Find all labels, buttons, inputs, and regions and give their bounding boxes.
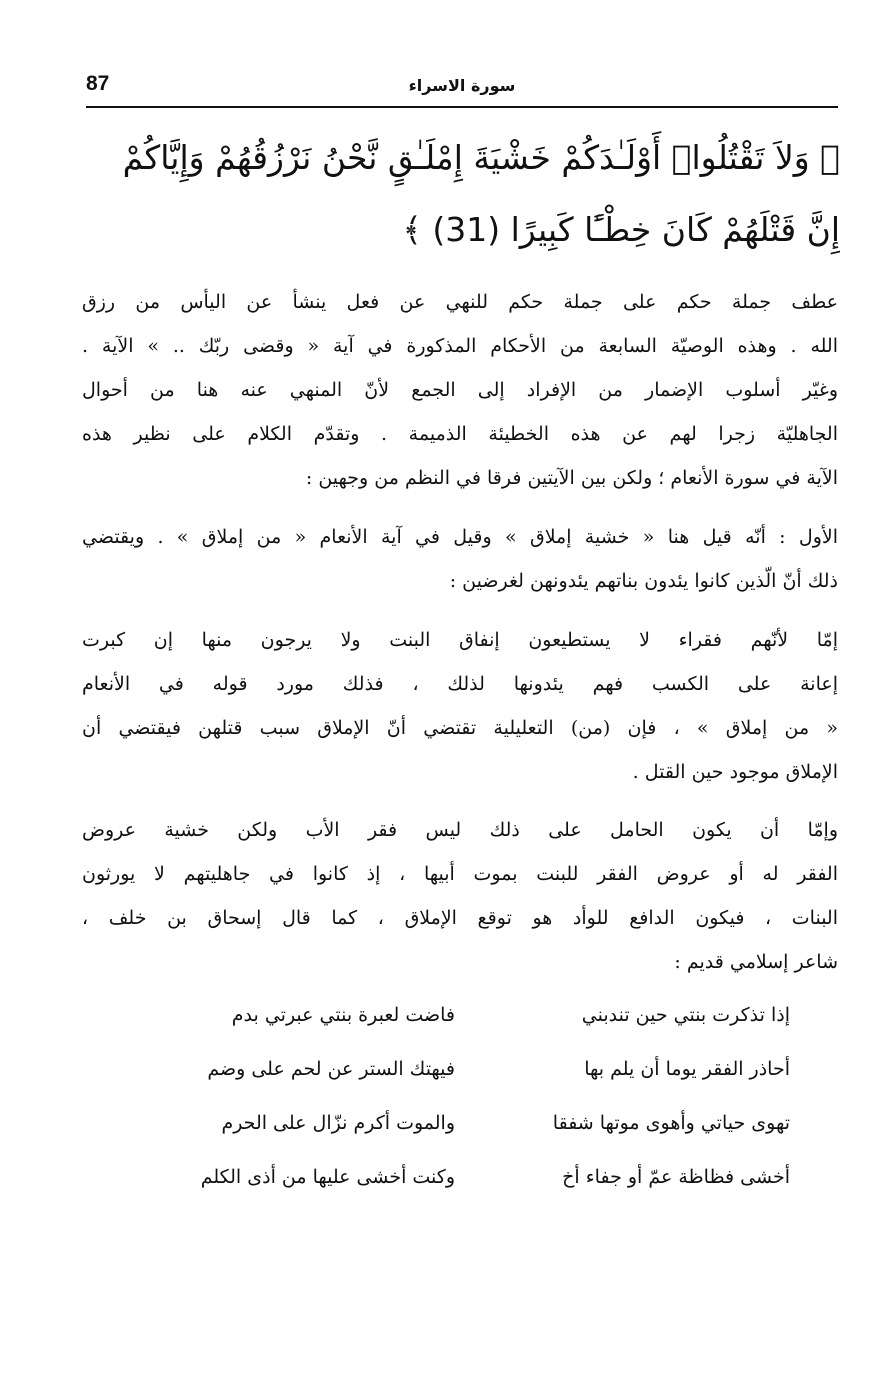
text-line: الجاهليّة زجرا لهم عن هذه الخطيئة الذميمة . وتقدّم الكلام على نظير هذه xyxy=(82,423,838,445)
poem-verse xyxy=(120,988,790,1042)
commentary-paragraph xyxy=(82,808,838,984)
quran-verse xyxy=(78,122,840,266)
verse-line: ﴿ وَلاَ تَقْتُلُوا۟ أَوْلَـٰدَكُمْ خَشْيَةَ إِمْلَـٰقٍ نَّحْنُ نَرْزُقُهُمْ وَإِيَّاكُمْ xyxy=(122,138,840,177)
text-line: الإملاق موجود حين القتل . xyxy=(632,761,838,783)
text-line: شاعر إسلامي قديم : xyxy=(674,951,838,973)
text-line: عطف جملة حكم على جملة حكم للنهي عن فعل ينشأ عن اليأس من رزق xyxy=(82,291,838,313)
text-line: « من إملاق » ، فإن (من) التعليلية تقتضي أنّ الإملاق سبب قتلهن فيقتضي أن xyxy=(82,717,838,739)
commentary-paragraph xyxy=(82,618,838,794)
page-number: 87 xyxy=(86,72,110,95)
commentary-paragraph xyxy=(82,280,838,500)
poem-first-hemistich: أحاذر الفقر يوما أن يلم بها xyxy=(584,1058,790,1080)
text-line: وإمّا أن يكون الحامل على ذلك ليس فقر الأب ولكن خشية عروض xyxy=(82,819,838,841)
text-line: وغيّر أسلوب الإضمار من الإفراد إلى الجمع لأنّ المنهي عنه هنا من أحوال xyxy=(82,379,838,401)
poem-first-hemistich: تهوى حياتي وأهوى موتها شفقا xyxy=(552,1112,790,1134)
poem-verse xyxy=(120,1042,790,1096)
verse-line: إِنَّ قَتْلَهُمْ كَانَ خِطْـًٔا كَبِيرًا (31) ﴾ xyxy=(402,210,840,249)
text-line: البنات ، فيكون الدافع للوأد هو توقع الإملاق ، كما قال إسحاق بن خلف ، xyxy=(82,907,838,929)
text-line: إعانة على الكسب فهم يئدونها لذلك ، فذلك مورد قوله في الأنعام xyxy=(82,673,838,695)
poem-verse xyxy=(120,1150,790,1204)
poem-second-hemistich: فيهتك الستر عن لحم على وضم xyxy=(207,1058,455,1080)
text-line: إمّا لأنّهم فقراء لا يستطيعون إنفاق البنت ولا يرجون منها إن كبرت xyxy=(82,629,838,651)
poem-verse xyxy=(120,1096,790,1150)
text-line: الآية في سورة الأنعام ؛ ولكن بين الآيتين فرقا في النظم من وجهين : xyxy=(305,467,838,489)
poem-second-hemistich: والموت أكرم نزّال على الحرم xyxy=(221,1112,455,1134)
text-line: الله . وهذه الوصيّة السابعة من الأحكام المذكورة في آية « وقضى ربّك .. » الآية . xyxy=(82,335,838,357)
poem-second-hemistich: وكنت أخشى عليها من أذى الكلم xyxy=(200,1166,455,1188)
commentary-paragraph xyxy=(82,515,838,603)
poem-first-hemistich: أخشى فظاظة عمّ أو جفاء أخ xyxy=(562,1166,790,1188)
poem-first-hemistich: إذا تذكرت بنتي حين تندبني xyxy=(581,1004,790,1026)
text-line: الفقر له أو عروض الفقر للبنت بموت أبيها ، إذ كانوا في جاهليتهم لا يورثون xyxy=(82,863,838,885)
text-line: ذلك أنّ الّذين كانوا يئدون بناتهم يئدونهن لغرضين : xyxy=(449,570,838,592)
poem xyxy=(120,988,790,1204)
poem-second-hemistich: فاضت لعبرة بنتي عبرتي بدم xyxy=(231,1004,455,1026)
page-header xyxy=(86,70,838,108)
surah-title: سورة الاسراء xyxy=(408,76,516,95)
text-line: الأول : أنّه قيل هنا « خشية إملاق » وقيل في آية الأنعام « من إملاق » . ويقتضي xyxy=(82,526,838,548)
